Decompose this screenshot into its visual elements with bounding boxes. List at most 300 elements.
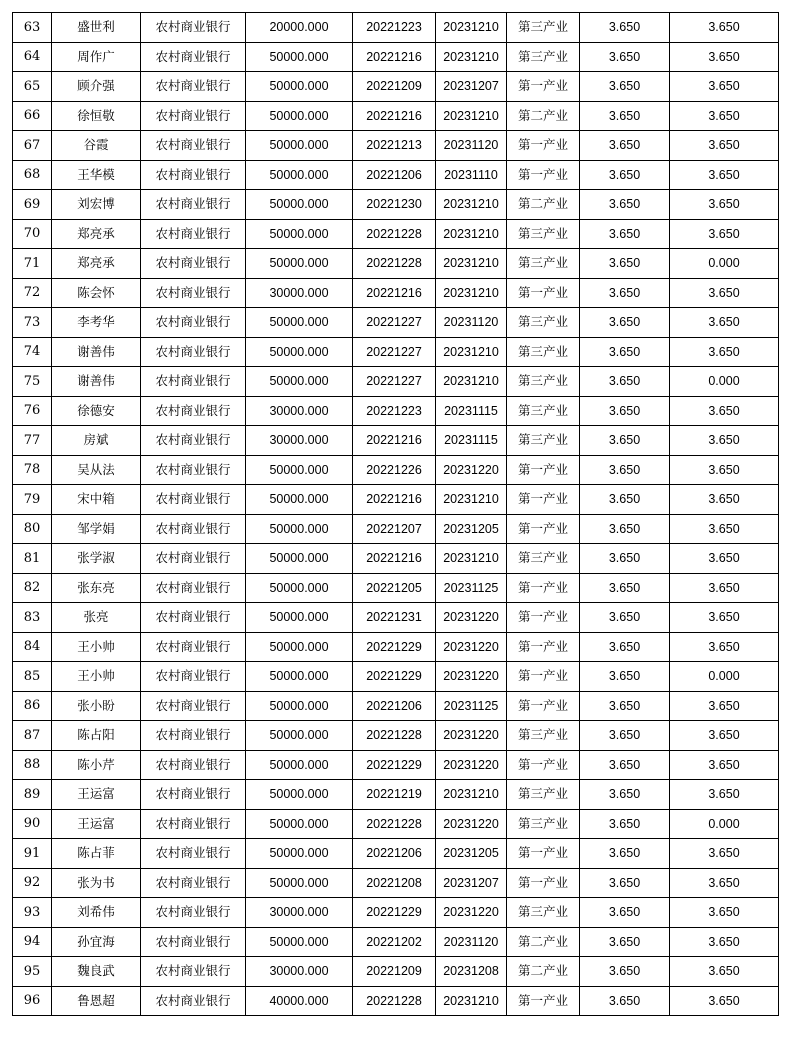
bank-cell: 农村商业银行 — [141, 72, 246, 102]
rate-cell: 3.650 — [580, 898, 670, 928]
rate-cell: 3.650 — [580, 632, 670, 662]
name-cell: 谢善伟 — [52, 337, 141, 367]
name-cell: 王运富 — [52, 780, 141, 810]
seq-cell: 68 — [13, 160, 52, 190]
seq-cell: 89 — [13, 780, 52, 810]
amount-cell: 50000.000 — [246, 160, 353, 190]
table-row — [13, 72, 779, 102]
subsidy-rate-cell: 3.650 — [670, 131, 779, 161]
amount-cell: 30000.000 — [246, 278, 353, 308]
seq-cell: 84 — [13, 632, 52, 662]
bank-cell: 农村商业银行 — [141, 957, 246, 987]
seq-cell: 88 — [13, 750, 52, 780]
seq-cell: 80 — [13, 514, 52, 544]
amount-cell: 50000.000 — [246, 131, 353, 161]
seq-cell: 67 — [13, 131, 52, 161]
table-row — [13, 219, 779, 249]
subsidy-rate-cell: 3.650 — [670, 219, 779, 249]
seq-cell: 74 — [13, 337, 52, 367]
subsidy-rate-cell: 3.650 — [670, 514, 779, 544]
industry-cell: 第三产业 — [507, 898, 580, 928]
start-date-cell: 20221208 — [353, 868, 436, 898]
table-row — [13, 249, 779, 279]
start-date-cell: 20221216 — [353, 101, 436, 131]
subsidy-rate-cell: 3.650 — [670, 485, 779, 515]
name-cell: 周作广 — [52, 42, 141, 72]
seq-cell: 93 — [13, 898, 52, 928]
bank-cell: 农村商业银行 — [141, 249, 246, 279]
seq-cell: 66 — [13, 101, 52, 131]
rate-cell: 3.650 — [580, 72, 670, 102]
table-row — [13, 426, 779, 456]
rate-cell: 3.650 — [580, 780, 670, 810]
subsidy-rate-cell: 3.650 — [670, 957, 779, 987]
rate-cell: 3.650 — [580, 131, 670, 161]
name-cell: 郑亮承 — [52, 249, 141, 279]
bank-cell: 农村商业银行 — [141, 809, 246, 839]
amount-cell: 50000.000 — [246, 573, 353, 603]
rate-cell: 3.650 — [580, 662, 670, 692]
subsidy-rate-cell: 3.650 — [670, 72, 779, 102]
name-cell: 陈占菲 — [52, 839, 141, 869]
end-date-cell: 20231207 — [436, 868, 507, 898]
table-row — [13, 544, 779, 574]
table-row — [13, 573, 779, 603]
bank-cell: 农村商业银行 — [141, 337, 246, 367]
bank-cell: 农村商业银行 — [141, 278, 246, 308]
subsidy-rate-cell: 3.650 — [670, 927, 779, 957]
rate-cell: 3.650 — [580, 337, 670, 367]
table-row — [13, 957, 779, 987]
table-row — [13, 898, 779, 928]
industry-cell: 第三产业 — [507, 249, 580, 279]
table-row — [13, 691, 779, 721]
amount-cell: 50000.000 — [246, 337, 353, 367]
table-row — [13, 160, 779, 190]
bank-cell: 农村商业银行 — [141, 514, 246, 544]
amount-cell: 50000.000 — [246, 308, 353, 338]
name-cell: 张亮 — [52, 603, 141, 633]
table-row — [13, 809, 779, 839]
name-cell: 刘宏博 — [52, 190, 141, 220]
name-cell: 顾介强 — [52, 72, 141, 102]
bank-cell: 农村商业银行 — [141, 455, 246, 485]
name-cell: 房斌 — [52, 426, 141, 456]
start-date-cell: 20221213 — [353, 131, 436, 161]
name-cell: 王小帅 — [52, 632, 141, 662]
bank-cell: 农村商业银行 — [141, 573, 246, 603]
seq-cell: 81 — [13, 544, 52, 574]
industry-cell: 第三产业 — [507, 780, 580, 810]
end-date-cell: 20231120 — [436, 308, 507, 338]
amount-cell: 50000.000 — [246, 72, 353, 102]
industry-cell: 第一产业 — [507, 603, 580, 633]
table-row — [13, 514, 779, 544]
end-date-cell: 20231220 — [436, 809, 507, 839]
industry-cell: 第三产业 — [507, 396, 580, 426]
start-date-cell: 20221226 — [353, 455, 436, 485]
amount-cell: 50000.000 — [246, 662, 353, 692]
table-row — [13, 721, 779, 751]
amount-cell: 50000.000 — [246, 101, 353, 131]
end-date-cell: 20231125 — [436, 691, 507, 721]
start-date-cell: 20221216 — [353, 42, 436, 72]
end-date-cell: 20231220 — [436, 750, 507, 780]
end-date-cell: 20231210 — [436, 986, 507, 1016]
name-cell: 王小帅 — [52, 662, 141, 692]
table-row — [13, 927, 779, 957]
seq-cell: 71 — [13, 249, 52, 279]
bank-cell: 农村商业银行 — [141, 485, 246, 515]
seq-cell: 96 — [13, 986, 52, 1016]
industry-cell: 第二产业 — [507, 101, 580, 131]
seq-cell: 73 — [13, 308, 52, 338]
industry-cell: 第一产业 — [507, 160, 580, 190]
industry-cell: 第一产业 — [507, 131, 580, 161]
seq-cell: 85 — [13, 662, 52, 692]
amount-cell: 30000.000 — [246, 426, 353, 456]
industry-cell: 第一产业 — [507, 278, 580, 308]
seq-cell: 83 — [13, 603, 52, 633]
table-row — [13, 131, 779, 161]
bank-cell: 农村商业银行 — [141, 750, 246, 780]
bank-cell: 农村商业银行 — [141, 721, 246, 751]
bank-cell: 农村商业银行 — [141, 101, 246, 131]
rate-cell: 3.650 — [580, 839, 670, 869]
end-date-cell: 20231210 — [436, 13, 507, 43]
amount-cell: 50000.000 — [246, 455, 353, 485]
seq-cell: 63 — [13, 13, 52, 43]
rate-cell: 3.650 — [580, 485, 670, 515]
table-row — [13, 632, 779, 662]
bank-cell: 农村商业银行 — [141, 190, 246, 220]
seq-cell: 76 — [13, 396, 52, 426]
seq-cell: 95 — [13, 957, 52, 987]
subsidy-rate-cell: 0.000 — [670, 367, 779, 397]
bank-cell: 农村商业银行 — [141, 308, 246, 338]
end-date-cell: 20231210 — [436, 485, 507, 515]
industry-cell: 第三产业 — [507, 13, 580, 43]
industry-cell: 第二产业 — [507, 957, 580, 987]
subsidy-rate-cell: 3.650 — [670, 426, 779, 456]
bank-cell: 农村商业银行 — [141, 426, 246, 456]
subsidy-rate-cell: 3.650 — [670, 691, 779, 721]
name-cell: 谢善伟 — [52, 367, 141, 397]
start-date-cell: 20221202 — [353, 927, 436, 957]
table-row — [13, 455, 779, 485]
end-date-cell: 20231125 — [436, 573, 507, 603]
end-date-cell: 20231210 — [436, 190, 507, 220]
name-cell: 鲁恩超 — [52, 986, 141, 1016]
table-row — [13, 308, 779, 338]
rate-cell: 3.650 — [580, 957, 670, 987]
start-date-cell: 20221223 — [353, 13, 436, 43]
seq-cell: 75 — [13, 367, 52, 397]
end-date-cell: 20231210 — [436, 42, 507, 72]
bank-cell: 农村商业银行 — [141, 868, 246, 898]
seq-cell: 92 — [13, 868, 52, 898]
subsidy-rate-cell: 0.000 — [670, 809, 779, 839]
start-date-cell: 20221229 — [353, 632, 436, 662]
end-date-cell: 20231208 — [436, 957, 507, 987]
name-cell: 王运富 — [52, 809, 141, 839]
subsidy-rate-cell: 3.650 — [670, 750, 779, 780]
rate-cell: 3.650 — [580, 13, 670, 43]
table-row — [13, 367, 779, 397]
industry-cell: 第三产业 — [507, 426, 580, 456]
amount-cell: 30000.000 — [246, 957, 353, 987]
table-row — [13, 485, 779, 515]
industry-cell: 第一产业 — [507, 485, 580, 515]
bank-cell: 农村商业银行 — [141, 898, 246, 928]
start-date-cell: 20221216 — [353, 544, 436, 574]
subsidy-rate-cell: 3.650 — [670, 839, 779, 869]
table-row — [13, 750, 779, 780]
subsidy-rate-cell: 3.650 — [670, 101, 779, 131]
industry-cell: 第三产业 — [507, 367, 580, 397]
table-row — [13, 337, 779, 367]
industry-cell: 第一产业 — [507, 573, 580, 603]
start-date-cell: 20221216 — [353, 485, 436, 515]
industry-cell: 第一产业 — [507, 750, 580, 780]
rate-cell: 3.650 — [580, 514, 670, 544]
subsidy-rate-cell: 3.650 — [670, 278, 779, 308]
end-date-cell: 20231120 — [436, 131, 507, 161]
bank-cell: 农村商业银行 — [141, 927, 246, 957]
amount-cell: 50000.000 — [246, 367, 353, 397]
subsidy-rate-cell: 0.000 — [670, 662, 779, 692]
end-date-cell: 20231205 — [436, 839, 507, 869]
start-date-cell: 20221209 — [353, 957, 436, 987]
bank-cell: 农村商业银行 — [141, 839, 246, 869]
amount-cell: 50000.000 — [246, 927, 353, 957]
industry-cell: 第三产业 — [507, 219, 580, 249]
table-row — [13, 603, 779, 633]
bank-cell: 农村商业银行 — [141, 986, 246, 1016]
rate-cell: 3.650 — [580, 455, 670, 485]
table-row — [13, 986, 779, 1016]
bank-cell: 农村商业银行 — [141, 219, 246, 249]
name-cell: 张东亮 — [52, 573, 141, 603]
amount-cell: 50000.000 — [246, 868, 353, 898]
rate-cell: 3.650 — [580, 101, 670, 131]
start-date-cell: 20221223 — [353, 396, 436, 426]
seq-cell: 82 — [13, 573, 52, 603]
end-date-cell: 20231210 — [436, 367, 507, 397]
rate-cell: 3.650 — [580, 721, 670, 751]
industry-cell: 第一产业 — [507, 839, 580, 869]
rate-cell: 3.650 — [580, 868, 670, 898]
name-cell: 陈占阳 — [52, 721, 141, 751]
table-row — [13, 42, 779, 72]
amount-cell: 50000.000 — [246, 780, 353, 810]
amount-cell: 50000.000 — [246, 544, 353, 574]
amount-cell: 50000.000 — [246, 514, 353, 544]
subsidy-rate-cell: 3.650 — [670, 986, 779, 1016]
rate-cell: 3.650 — [580, 927, 670, 957]
start-date-cell: 20221206 — [353, 691, 436, 721]
name-cell: 刘希伟 — [52, 898, 141, 928]
subsidy-rate-cell: 3.650 — [670, 13, 779, 43]
seq-cell: 90 — [13, 809, 52, 839]
end-date-cell: 20231220 — [436, 455, 507, 485]
name-cell: 王华模 — [52, 160, 141, 190]
subsidy-rate-cell: 3.650 — [670, 573, 779, 603]
industry-cell: 第三产业 — [507, 337, 580, 367]
amount-cell: 50000.000 — [246, 42, 353, 72]
table-row — [13, 190, 779, 220]
end-date-cell: 20231210 — [436, 249, 507, 279]
name-cell: 张为书 — [52, 868, 141, 898]
subsidy-rate-cell: 3.650 — [670, 396, 779, 426]
amount-cell: 50000.000 — [246, 750, 353, 780]
bank-cell: 农村商业银行 — [141, 160, 246, 190]
amount-cell: 50000.000 — [246, 190, 353, 220]
end-date-cell: 20231220 — [436, 662, 507, 692]
bank-cell: 农村商业银行 — [141, 632, 246, 662]
seq-cell: 78 — [13, 455, 52, 485]
name-cell: 徐恒敬 — [52, 101, 141, 131]
rate-cell: 3.650 — [580, 544, 670, 574]
industry-cell: 第三产业 — [507, 544, 580, 574]
end-date-cell: 20231220 — [436, 632, 507, 662]
table-row — [13, 101, 779, 131]
subsidy-rate-cell: 3.650 — [670, 868, 779, 898]
end-date-cell: 20231210 — [436, 219, 507, 249]
seq-cell: 72 — [13, 278, 52, 308]
amount-cell: 20000.000 — [246, 13, 353, 43]
end-date-cell: 20231210 — [436, 544, 507, 574]
amount-cell: 50000.000 — [246, 219, 353, 249]
industry-cell: 第三产业 — [507, 42, 580, 72]
start-date-cell: 20221230 — [353, 190, 436, 220]
industry-cell: 第三产业 — [507, 721, 580, 751]
seq-cell: 69 — [13, 190, 52, 220]
name-cell: 徐德安 — [52, 396, 141, 426]
bank-cell: 农村商业银行 — [141, 780, 246, 810]
name-cell: 陈小芹 — [52, 750, 141, 780]
loan-subsidy-table — [12, 12, 779, 1016]
seq-cell: 94 — [13, 927, 52, 957]
subsidy-rate-cell: 3.650 — [670, 455, 779, 485]
end-date-cell: 20231210 — [436, 101, 507, 131]
seq-cell: 79 — [13, 485, 52, 515]
subsidy-rate-cell: 3.650 — [670, 160, 779, 190]
subsidy-rate-cell: 3.650 — [670, 190, 779, 220]
industry-cell: 第一产业 — [507, 72, 580, 102]
end-date-cell: 20231207 — [436, 72, 507, 102]
table-body — [13, 13, 779, 1016]
start-date-cell: 20221228 — [353, 721, 436, 751]
subsidy-rate-cell: 3.650 — [670, 898, 779, 928]
start-date-cell: 20221207 — [353, 514, 436, 544]
start-date-cell: 20221229 — [353, 662, 436, 692]
start-date-cell: 20221228 — [353, 219, 436, 249]
rate-cell: 3.650 — [580, 249, 670, 279]
end-date-cell: 20231220 — [436, 721, 507, 751]
subsidy-rate-cell: 3.650 — [670, 780, 779, 810]
rate-cell: 3.650 — [580, 396, 670, 426]
rate-cell: 3.650 — [580, 160, 670, 190]
seq-cell: 87 — [13, 721, 52, 751]
start-date-cell: 20221205 — [353, 573, 436, 603]
industry-cell: 第一产业 — [507, 662, 580, 692]
start-date-cell: 20221227 — [353, 308, 436, 338]
subsidy-rate-cell: 3.650 — [670, 308, 779, 338]
name-cell: 宋中箱 — [52, 485, 141, 515]
bank-cell: 农村商业银行 — [141, 42, 246, 72]
table-row — [13, 839, 779, 869]
rate-cell: 3.650 — [580, 986, 670, 1016]
amount-cell: 30000.000 — [246, 396, 353, 426]
start-date-cell: 20221206 — [353, 839, 436, 869]
rate-cell: 3.650 — [580, 219, 670, 249]
rate-cell: 3.650 — [580, 603, 670, 633]
seq-cell: 91 — [13, 839, 52, 869]
end-date-cell: 20231115 — [436, 426, 507, 456]
name-cell: 张学淑 — [52, 544, 141, 574]
rate-cell: 3.650 — [580, 278, 670, 308]
start-date-cell: 20221229 — [353, 898, 436, 928]
start-date-cell: 20221227 — [353, 337, 436, 367]
end-date-cell: 20231115 — [436, 396, 507, 426]
end-date-cell: 20231120 — [436, 927, 507, 957]
bank-cell: 农村商业银行 — [141, 544, 246, 574]
name-cell: 吴从法 — [52, 455, 141, 485]
end-date-cell: 20231210 — [436, 337, 507, 367]
bank-cell: 农村商业银行 — [141, 603, 246, 633]
start-date-cell: 20221231 — [353, 603, 436, 633]
rate-cell: 3.650 — [580, 42, 670, 72]
rate-cell: 3.650 — [580, 691, 670, 721]
rate-cell: 3.650 — [580, 426, 670, 456]
start-date-cell: 20221228 — [353, 249, 436, 279]
amount-cell: 50000.000 — [246, 249, 353, 279]
industry-cell: 第三产业 — [507, 308, 580, 338]
name-cell: 陈会怀 — [52, 278, 141, 308]
industry-cell: 第一产业 — [507, 632, 580, 662]
rate-cell: 3.650 — [580, 809, 670, 839]
table-row — [13, 13, 779, 43]
seq-cell: 65 — [13, 72, 52, 102]
subsidy-rate-cell: 3.650 — [670, 42, 779, 72]
subsidy-rate-cell: 3.650 — [670, 603, 779, 633]
start-date-cell: 20221227 — [353, 367, 436, 397]
bank-cell: 农村商业银行 — [141, 367, 246, 397]
name-cell: 李考华 — [52, 308, 141, 338]
industry-cell: 第一产业 — [507, 691, 580, 721]
amount-cell: 50000.000 — [246, 632, 353, 662]
subsidy-rate-cell: 0.000 — [670, 249, 779, 279]
start-date-cell: 20221216 — [353, 278, 436, 308]
industry-cell: 第一产业 — [507, 868, 580, 898]
end-date-cell: 20231110 — [436, 160, 507, 190]
amount-cell: 50000.000 — [246, 721, 353, 751]
subsidy-rate-cell: 3.650 — [670, 632, 779, 662]
rate-cell: 3.650 — [580, 367, 670, 397]
end-date-cell: 20231205 — [436, 514, 507, 544]
seq-cell: 86 — [13, 691, 52, 721]
start-date-cell: 20221228 — [353, 986, 436, 1016]
name-cell: 盛世利 — [52, 13, 141, 43]
start-date-cell: 20221229 — [353, 750, 436, 780]
end-date-cell: 20231210 — [436, 278, 507, 308]
name-cell: 孙宜海 — [52, 927, 141, 957]
name-cell: 郑亮承 — [52, 219, 141, 249]
name-cell: 张小盼 — [52, 691, 141, 721]
end-date-cell: 20231220 — [436, 898, 507, 928]
table-row — [13, 780, 779, 810]
